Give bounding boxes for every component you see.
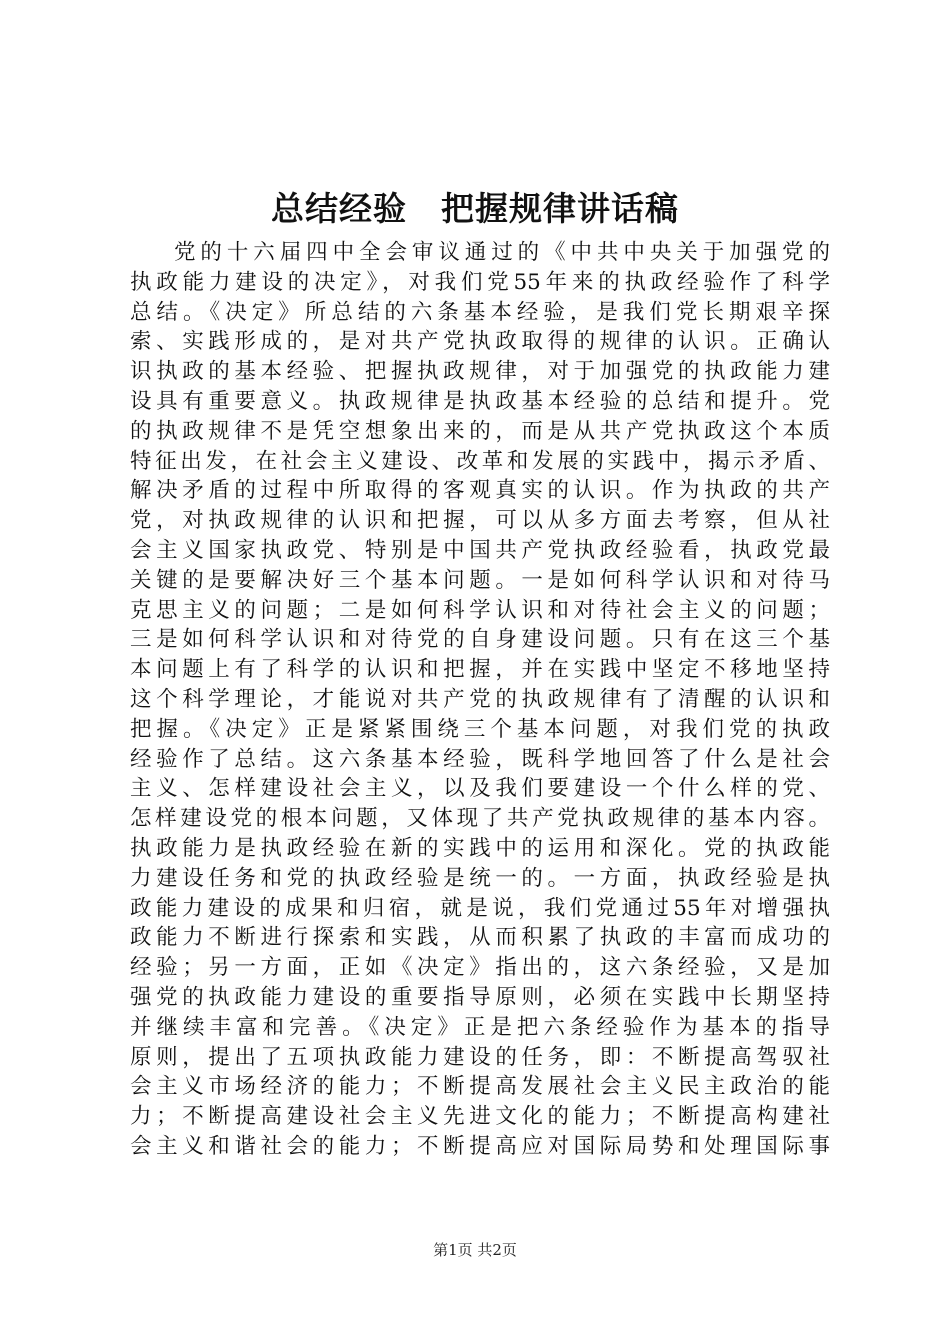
body-line: 力；不断提高建设社会主义先进文化的能力；不断提高构建社 <box>130 1104 830 1130</box>
body-line: 的执政规律不是凭空想象出来的，而是从共产党执政这个本质 <box>130 418 830 444</box>
body-line: 强党的执政能力建设的重要指导原则，必须在实践中长期坚持 <box>130 984 830 1010</box>
body-line: 这个科学理论，才能说对共产党的执政规律有了清醒的认识和 <box>130 686 830 712</box>
body-line: 关键的是要解决好三个基本问题。一是如何科学认识和对待马 <box>130 567 830 593</box>
body-line: 党的十六届四中全会审议通过的《中共中央关于加强党的 <box>174 240 830 265</box>
document-title: 总结经验 把握规律讲话稿 <box>271 189 679 228</box>
body-line: 经验作了总结。这六条基本经验，既科学地回答了什么是社会 <box>130 746 830 772</box>
document-body <box>130 238 830 1162</box>
body-line: 设具有重要意义。执政规律是执政基本经验的总结和提升。党 <box>130 388 830 414</box>
body-line: 会主义和谐社会的能力；不断提高应对国际局势和处理国际事 <box>130 1133 830 1159</box>
body-line: 力建设任务和党的执政经验是统一的。一方面，执政经验是执 <box>130 865 830 891</box>
body-line: 总结。《决定》所总结的六条基本经验，是我们党长期艰辛探 <box>130 299 830 325</box>
body-line: 特征出发，在社会主义建设、改革和发展的实践中，揭示矛盾、 <box>130 448 830 474</box>
page-footer: 第1页 共2页 <box>433 1241 517 1259</box>
body-line: 执政能力建设的决定》，对我们党55年来的执政经验作了科学 <box>130 269 830 295</box>
body-line: 会主义国家执政党、特别是中国共产党执政经验看，执政党最 <box>130 537 830 563</box>
body-line: 解决矛盾的过程中所取得的客观真实的认识。作为执政的共产 <box>130 478 830 504</box>
body-line: 本问题上有了科学的认识和把握，并在实践中坚定不移地坚持 <box>130 657 830 683</box>
body-line: 经验；另一方面，正如《决定》指出的，这六条经验，又是加 <box>130 955 830 981</box>
body-line: 主义、怎样建设社会主义，以及我们要建设一个什么样的党、 <box>130 776 830 802</box>
body-line: 怎样建设党的根本问题，又体现了共产党执政规律的基本内容。 <box>130 806 830 832</box>
body-line: 政能力建设的成果和归宿，就是说，我们党通过55年对增强执 <box>130 895 830 921</box>
body-line: 三是如何科学认识和对待党的自身建设问题。只有在这三个基 <box>130 627 830 653</box>
body-line: 识执政的基本经验、把握执政规律，对于加强党的执政能力建 <box>130 359 830 385</box>
body-line: 会主义市场经济的能力；不断提高发展社会主义民主政治的能 <box>130 1074 830 1100</box>
body-line: 党，对执政规律的认识和把握，可以从多方面去考察，但从社 <box>130 508 830 534</box>
body-line: 并继续丰富和完善。《决定》正是把六条经验作为基本的指导 <box>130 1014 830 1040</box>
body-line: 执政能力是执政经验在新的实践中的运用和深化。党的执政能 <box>130 835 830 861</box>
body-line: 克思主义的问题；二是如何科学认识和对待社会主义的问题； <box>130 597 830 623</box>
body-line: 索、实践形成的，是对共产党执政取得的规律的认识。正确认 <box>130 329 830 355</box>
body-line: 把握。《决定》正是紧紧围绕三个基本问题，对我们党的执政 <box>130 716 830 742</box>
body-line: 政能力不断进行探索和实践，从而积累了执政的丰富而成功的 <box>130 925 830 951</box>
body-line: 原则，提出了五项执政能力建设的任务，即：不断提高驾驭社 <box>130 1044 830 1070</box>
